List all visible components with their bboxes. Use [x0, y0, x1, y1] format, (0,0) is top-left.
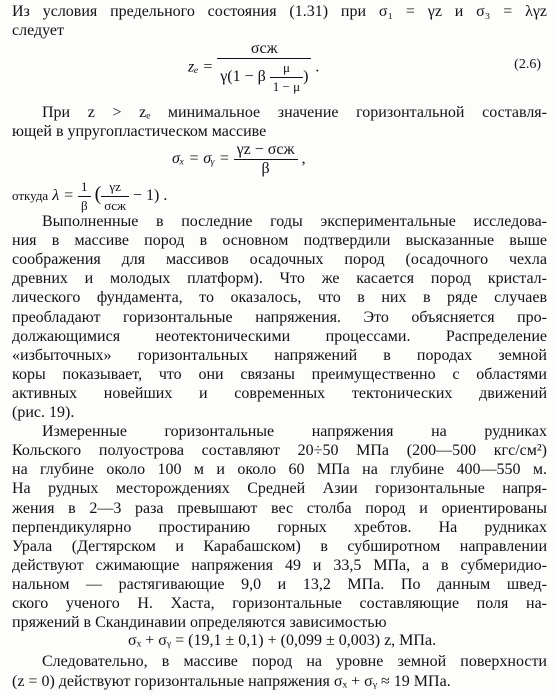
eq-fraction	[217, 40, 311, 96]
eq-comma: ,	[301, 150, 306, 168]
text-otkuda: откуда	[12, 187, 49, 203]
text-line: лического фундамента, то оказалось, что в них в ряде случаев	[12, 289, 547, 307]
text-line: На рудных месторождениях Средней Азии горизонтальные напря-	[12, 480, 547, 498]
text-line: Следовательно, в массиве пород на уровне земной поверхности	[42, 653, 547, 670]
text-line: древних и молодых платформ). Что же касается пород кристал-	[12, 270, 547, 288]
eq-mu: μ	[270, 59, 303, 78]
eq-den-post: )	[303, 68, 309, 86]
eq-numerator: γz − σсж	[234, 141, 298, 160]
eq-inner-fraction	[270, 59, 303, 96]
text-line: ющей в упругопластическом массиве	[12, 123, 267, 141]
text-line: Выполненные в последние годы экспериментальные исследова-	[42, 213, 547, 230]
text-line: коры показывает, что они связаны преимущественно с областями	[12, 365, 547, 383]
text-line: (z = 0) действуют горизонтальные напряжения σₓ + σᵧ ≈ 19 МПа.	[12, 673, 451, 690]
text-line: активных новейших и современных тектонических движений	[12, 384, 547, 402]
eq-beta: β	[80, 197, 88, 213]
text-line: нальном — растягивающие 9,0 и 13,2 МПа. По данным швед-	[12, 575, 547, 593]
eq-lhs: zₑ =	[188, 58, 214, 76]
eq-numerator: σсж	[217, 40, 311, 59]
text-line: перпендикулярно простиранию горных хребтов. На рудниках	[12, 518, 547, 536]
text-line: «избыточных» горизонтальных напряжений в породах земной	[12, 346, 547, 364]
text-line: жения в 2—3 раза превышают вес столба пород и ориентированы	[12, 499, 547, 517]
eq-one: 1	[78, 178, 91, 197]
text-line: следует	[12, 22, 64, 39]
eq-sigma-szh: σсж	[104, 197, 127, 213]
equation-sigma	[172, 141, 306, 178]
text-line: преобладают горизонтальные напряжения. Это объясняется про-	[12, 308, 547, 326]
text-line: пряжений в Скандинавии определяются зависимостью	[12, 614, 387, 632]
eq-period: .	[315, 58, 320, 76]
eq-one-minus-mu: 1 − μ	[272, 79, 301, 95]
eq-denominator	[217, 59, 311, 96]
text-line: (рис. 19).	[12, 404, 75, 421]
eq-denominator: β	[261, 160, 270, 178]
eq-fraction	[78, 178, 91, 215]
text-line: ского ученого Н. Хаста, горизонтальные составляющие поля на-	[12, 595, 547, 612]
eq-fraction	[234, 141, 298, 178]
text-line: ния в массиве пород в основном подтвердили высказанные выше	[12, 232, 547, 250]
equation-hast: σₓ + σᵧ = (19,1 ± 0,1) + (0,099 ± 0,003) z, МПа.	[128, 632, 437, 650]
eq-inner-fraction	[101, 178, 129, 215]
text-line: Измеренные горизонтальные напряжения на рудниках	[42, 423, 547, 441]
eq-lhs: σₓ = σᵧ =	[172, 150, 230, 168]
eq-tail: − 1) .	[133, 186, 168, 204]
text-line: должающимися неотектоническими процессами. Распределение	[12, 327, 547, 345]
equation-2-6	[188, 40, 319, 96]
eq-gamma-z: γz	[101, 178, 129, 197]
text-line: соображения для массивов осадочных пород (осадочного чехла	[12, 251, 547, 269]
equation-lambda	[12, 178, 167, 215]
text-line: Кольского полуострова составляют 20÷50 МПа (200—500 кгс/см²)	[12, 442, 547, 460]
text-line: действуют сжимающие напряжения 49 и 33,5 МПа, а в субмеридио-	[12, 556, 547, 574]
eq-open-paren: (	[94, 182, 102, 205]
eq-den-pre: γ(1 − β	[220, 68, 266, 86]
text-line: Из условия предельного состояния (1.31) при σ₁ = γz и σ₃ = λγz	[12, 2, 547, 20]
text-line: Урала (Дегтярском и Карабашском) в субширотном направлении	[12, 537, 547, 555]
text-line: на глубине около 100 м и около 60 МПа на глубине 400—550 м.	[12, 461, 547, 479]
text-line: При z > zₑ минимальное значение горизонтальной составля-	[42, 104, 547, 122]
eq-lhs: λ =	[52, 186, 74, 204]
equation-number: (2.6)	[514, 57, 541, 73]
